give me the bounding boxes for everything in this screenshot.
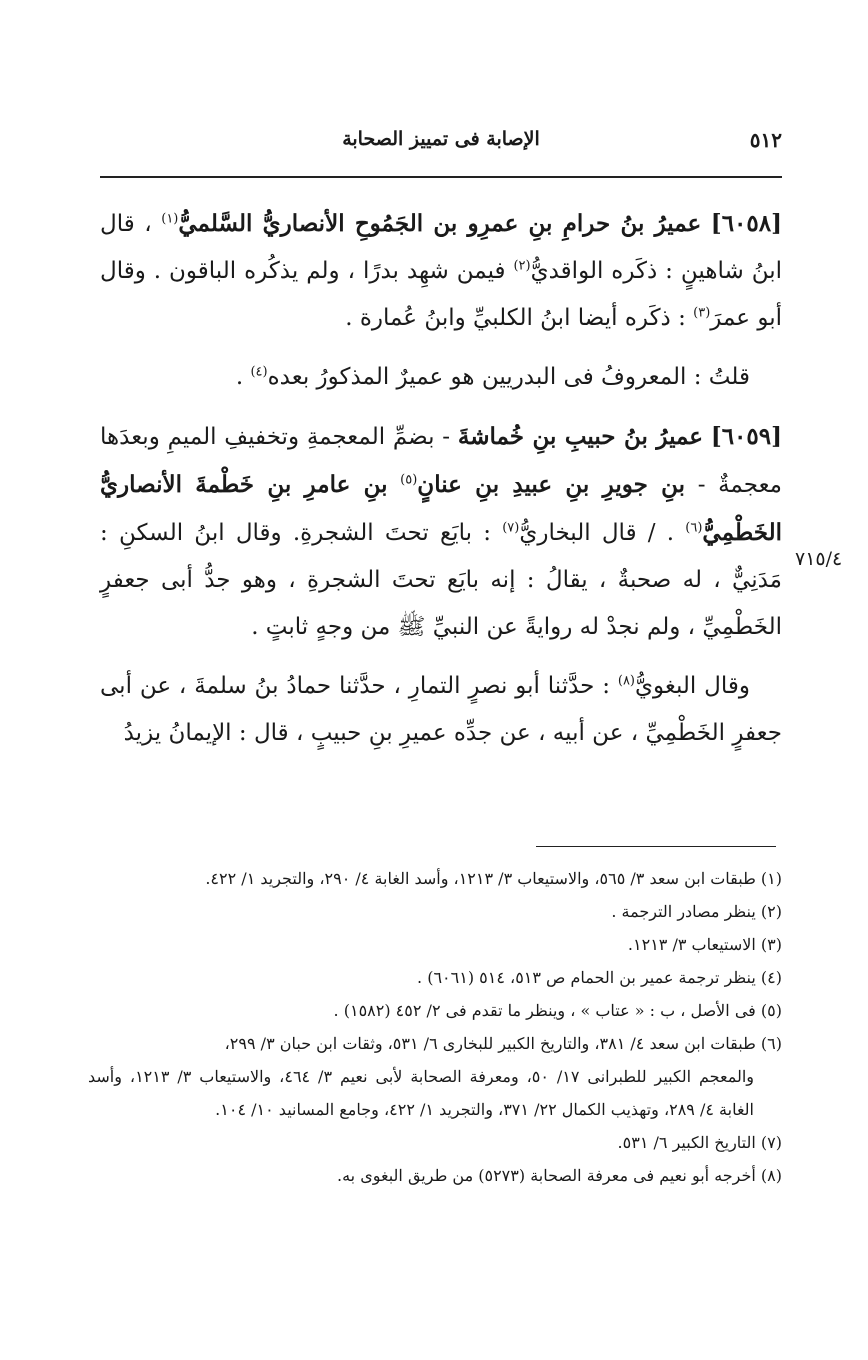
entry-6059-paragraph-2	[100, 663, 782, 757]
entry-6058	[100, 200, 782, 342]
footnote-ref[interactable]: (٦)	[685, 520, 703, 536]
author-note	[100, 354, 782, 401]
entry-text: : بايَع تحتَ الشجرةِ. وقال ابنُ السكنِ : مَدَنِيٌّ ، له صحبةٌ ، يقالُ : إنه بايَع تحتَ الشجرةِ ، وهو جدُّ أبى جعفرٍ الخَطْمِيِّ ، ولم نجدْ له روايةً عن النبيِّ ﷺ من وجهٍ ثابتٍ .	[100, 520, 782, 640]
footnote-ref[interactable]: (٤)	[250, 364, 268, 380]
footnote-ref[interactable]: (٢)	[513, 258, 531, 274]
footnote-ref[interactable]: (٧)	[502, 520, 520, 536]
footnote-6: (٦) طبقات ابن سعد ٤/ ٣٨١، والتاريخ الكبير للبخارى ٦/ ٥٣١، وثقات ابن حبان ٣/ ٢٩٩،	[224, 1034, 782, 1053]
entry-number: [٦٠٥٩]	[710, 423, 783, 450]
footnote-7: (٧) التاريخ الكبير ٦/ ٥٣١.	[617, 1133, 782, 1152]
page-header	[100, 128, 782, 168]
entry-name: عميرُ بنُ حبيبِ بنِ خُماشةَ	[457, 423, 704, 450]
entry-name: عميرُ بنُ حرامِ بنِ عمرِو بن الجَمُوحِ الأنصاريُّ السَّلميُّ	[178, 210, 702, 237]
footnote-2: (٢) ينظر مصادر الترجمة .	[611, 902, 782, 921]
main-text	[100, 200, 782, 769]
running-title: الإصابة فى تمييز الصحابة	[342, 128, 540, 150]
entry-text: وقال البغويُّ	[635, 673, 750, 699]
footnote-ref[interactable]: (٥)	[400, 472, 418, 488]
footnote-1: (١) طبقات ابن سعد ٣/ ٥٦٥، والاستيعاب ٣/ ١٢١٣، وأسد الغابة ٤/ ٢٩٠، والتجريد ١/ ٤٢٢.	[205, 869, 782, 888]
entry-text: : حدَّثنا أبو نصرٍ التمارِ ، حدَّثنا حمادُ بنُ سلمةَ ، عن أبى جعفرٍ الخَطْمِيِّ ، عن أبيه ، عن جدِّه عميرِ بنِ حبيبٍ ، قال : الإيمانُ يزيدُ	[100, 673, 782, 746]
footnote-4: (٤) ينظر ترجمة عمير بن الحمام ص ٥١٣، ٥١٤ (٦٠٦١) .	[417, 968, 782, 987]
footnote-rule	[536, 846, 776, 847]
entry-text: ، قال ابنُ شاهينٍ : ذكَره الواقديُّ	[100, 211, 782, 284]
note-text: قلتُ : المعروفُ فى البدريين هو عميرٌ المذكورُ بعده	[267, 364, 750, 390]
page-number: ٥١٢	[749, 128, 782, 152]
entry-6059	[100, 413, 782, 651]
footnote-6-continued: والمعجم الكبير للطبرانى ١٧/ ٥٠، ومعرفة الصحابة لأبى نعيم ٣/ ٤٦٤، والاستيعاب ٣/ ١٢١٣، وأسد الغابة ٤/ ٢٨٩، وتهذيب الكمال ٢٢/ ٣٧١، والتجريد ١/ ٤٢٢، وجامع المسانيد ١٠/ ١٠٤.	[88, 1067, 755, 1119]
note-end: .	[235, 364, 244, 390]
entry-text: . / قال البخاريُّ	[519, 520, 675, 546]
footnote-ref[interactable]: (٨)	[617, 673, 635, 689]
entry-text: فيمن شهِد بدرًا ، ولم يذكُره الباقون . وقال أبو عمرَ	[100, 258, 782, 331]
entry-name: بنِ عامرِ بنِ خَطْمةَ الأنصاريُّ الخَطْمِيُّ	[100, 471, 783, 546]
entry-text: : ذكَره أيضا ابنُ الكلبيِّ وابنُ عُمارة .	[345, 305, 686, 331]
footnote-ref[interactable]: (١)	[161, 211, 179, 227]
entry-name: بنِ جويرِ بنِ عبيدِ بنِ عنانٍ	[417, 471, 686, 498]
footnote-8: (٨) أخرجه أبو نعيم فى معرفة الصحابة (٥٢٧٣) من طريق البغوى به.	[337, 1166, 782, 1185]
margin-page-reference: ٧١٥/٤	[795, 548, 843, 570]
entry-number: [٦٠٥٨]	[710, 210, 782, 237]
header-rule	[100, 176, 782, 178]
footnote-5: (٥) فى الأصل ، ب : « عتاب » ، وينظر ما تقدم فى ٢/ ٤٥٢ (١٥٨٢) .	[333, 1001, 782, 1020]
entry-text: - بضمِّ المعجمةِ وتخفيفِ الميمِ وبعدَها معجمةٌ -	[100, 424, 782, 498]
footnote-ref[interactable]: (٣)	[693, 305, 711, 321]
footnotes	[88, 862, 782, 1192]
footnote-3: (٣) الاستيعاب ٣/ ١٢١٣.	[627, 935, 782, 954]
